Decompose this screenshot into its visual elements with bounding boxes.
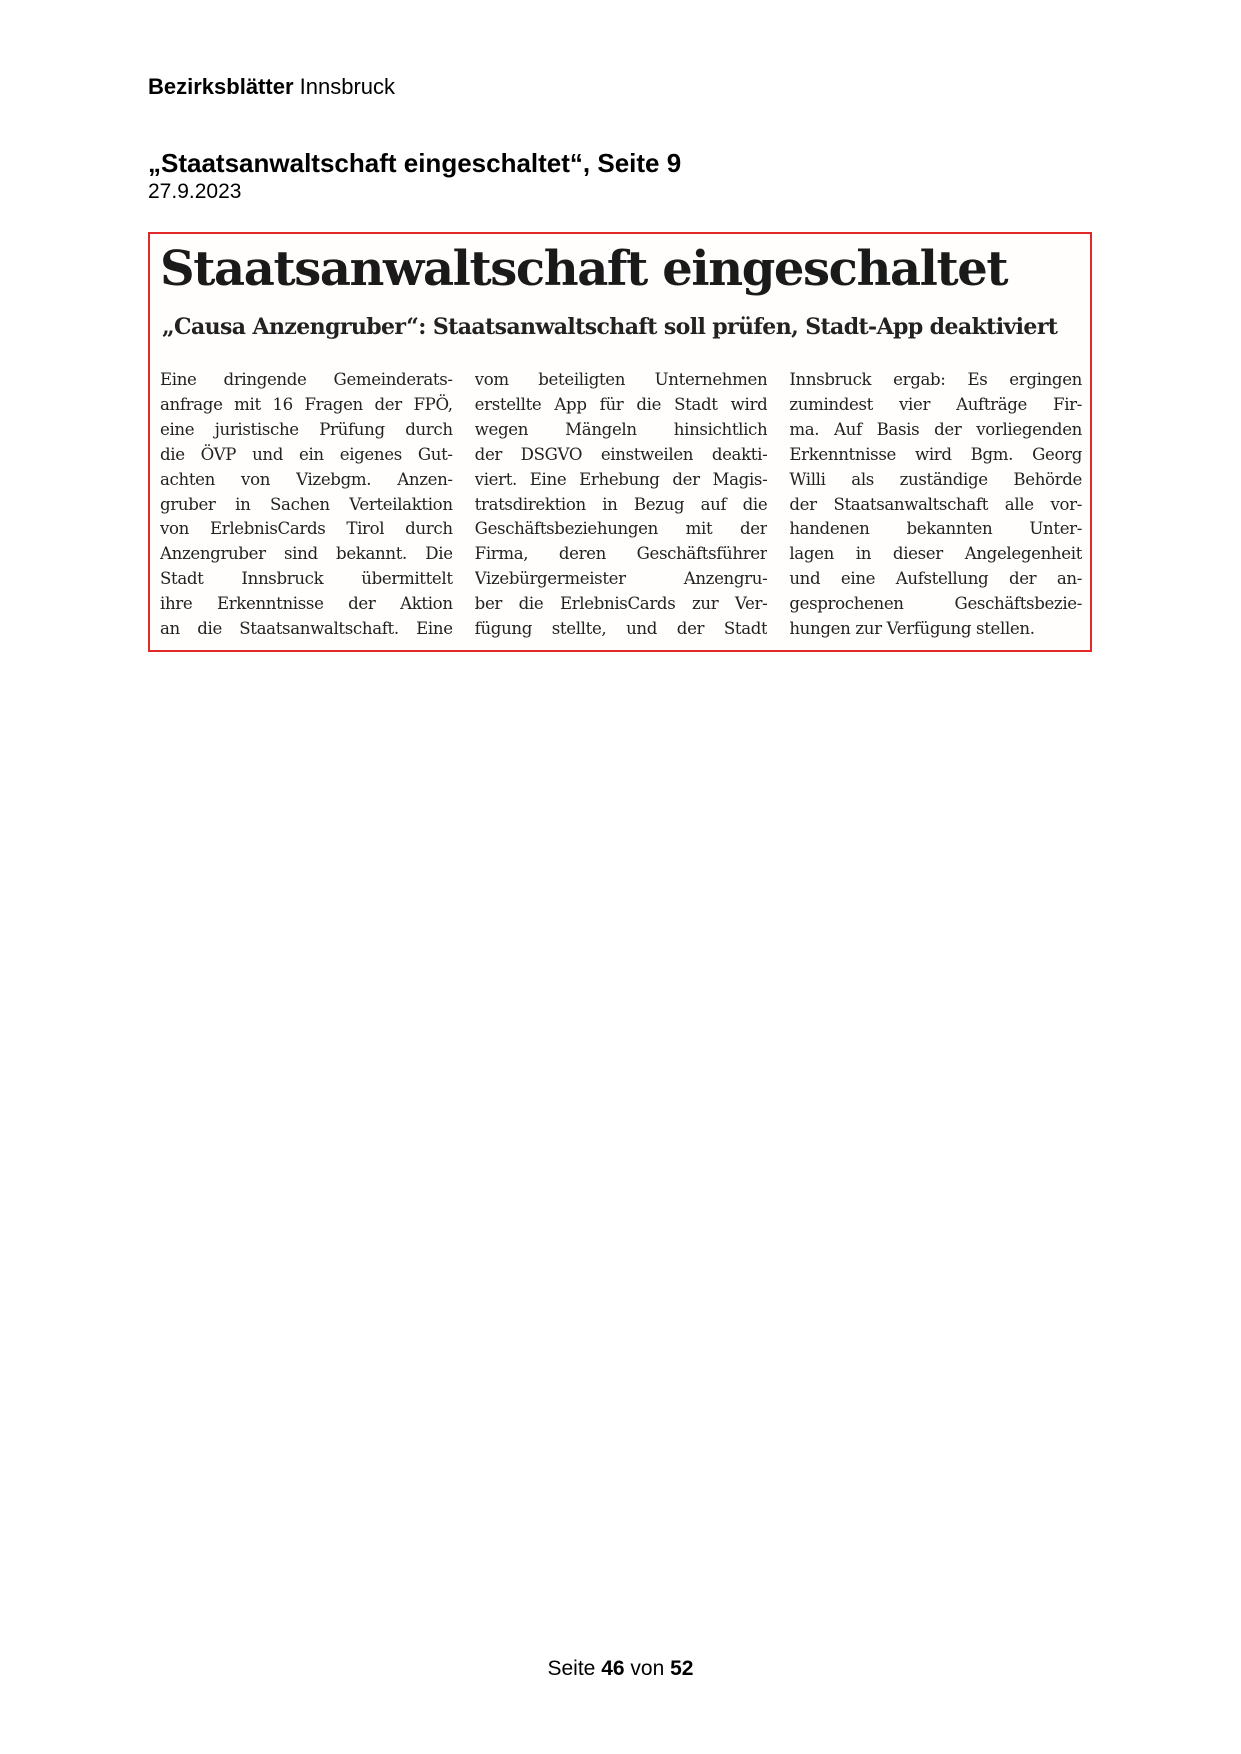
article-line: Geschäftsbeziehungen mit der (474, 519, 768, 539)
article-line: Firma, deren Geschäftsführer (474, 544, 768, 564)
publication-region: Innsbruck (299, 74, 396, 99)
article-line: Stadt Innsbruck übermittelt (160, 569, 453, 589)
document-title: „Staatsanwaltschaft eingeschaltet“, Seite 9 (148, 148, 682, 178)
article-line: Anzengruber sind bekannt. Die (160, 544, 453, 564)
publication-name (148, 74, 395, 100)
article-line: erstellte App für die Stadt wird (474, 394, 768, 414)
newspaper-clipping (148, 232, 1092, 652)
article-line: zumindest vier Aufträge Fir- (789, 394, 1083, 414)
footer-middle: von (630, 1657, 665, 1680)
article-line: die ÖVP und ein eigenes Gut- (160, 444, 453, 464)
article-line: Vizebürgermeister Anzengru- (474, 569, 768, 589)
article-headline: Staatsanwaltschaft eingeschaltet (160, 241, 1008, 297)
article-line: ber die ErlebnisCards zur Ver- (474, 594, 768, 614)
article-line: lagen in dieser Angelegenheit (789, 544, 1083, 564)
page-footer (0, 1657, 1241, 1681)
article-line: Eine dringende Gemeinderats- (160, 370, 453, 389)
article-column-3 (789, 368, 1082, 642)
article-line: gruber in Sachen Verteilaktion (160, 494, 453, 514)
article-column-2 (475, 368, 768, 642)
article-line: und eine Aufstellung der an- (789, 569, 1083, 589)
article-line: achten von Vizebgm. Anzen- (160, 469, 453, 489)
footer-page-number: 46 (601, 1657, 625, 1680)
article-line: Innsbruck ergab: Es ergingen (789, 370, 1083, 389)
article-columns (160, 368, 1082, 642)
article-line: der Staatsanwaltschaft alle vor- (789, 494, 1083, 514)
article-line: anfrage mit 16 Fragen der FPÖ, (160, 394, 453, 414)
article-line: tratsdirektion in Bezug auf die (474, 494, 768, 514)
article-subheadline: „Causa Anzengruber“: Staatsanwaltschaft soll prüfen, Stadt-App deaktiviert (162, 314, 1058, 340)
article-line: gesprochenen Geschäftsbezie- (789, 594, 1083, 614)
article-line: hungen zur Verfügung stellen. (789, 619, 1035, 639)
article-line: eine juristische Prüfung durch (160, 419, 453, 439)
article-line: handenen bekannten Unter- (789, 519, 1083, 539)
article-line: von ErlebnisCards Tirol durch (160, 519, 453, 539)
article-line: Willi als zuständige Behörde (789, 469, 1083, 489)
article-line: Erkenntnisse wird Bgm. Georg (789, 444, 1083, 464)
publication-brand: Bezirksblätter (148, 74, 294, 99)
document-date: 27.9.2023 (148, 180, 242, 203)
article-line: vom beteiligten Unternehmen (474, 370, 768, 389)
article-line: an die Staatsanwaltschaft. Eine (160, 619, 453, 639)
article-line: ihre Erkenntnisse der Aktion (160, 594, 453, 614)
article-line: viert. Eine Erhebung der Magis- (474, 469, 768, 489)
article-line: fügung stellte, und der Stadt (474, 619, 768, 639)
article-column-1 (160, 368, 453, 642)
article-line: ma. Auf Basis der vorliegenden (789, 419, 1083, 439)
footer-prefix: Seite (547, 1657, 596, 1680)
footer-page-total: 52 (670, 1657, 694, 1680)
article-line: wegen Mängeln hinsichtlich (474, 419, 768, 439)
article-line: der DSGVO einstweilen deakti- (474, 444, 768, 464)
